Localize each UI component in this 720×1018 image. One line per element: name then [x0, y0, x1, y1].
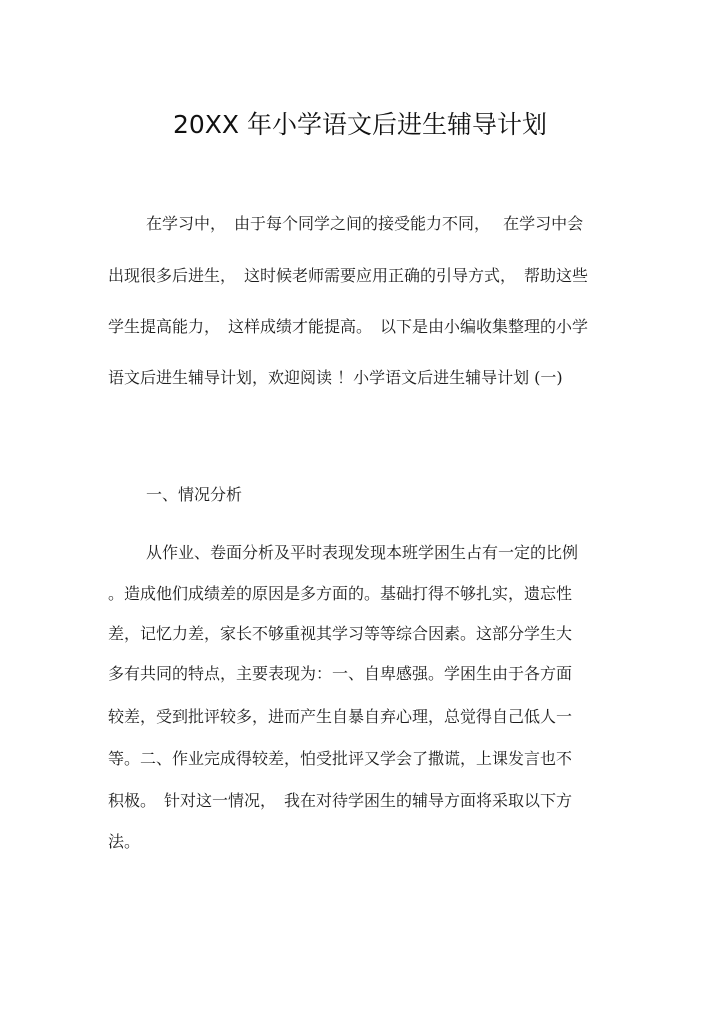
body-line: 。造成他们成绩差的原因是多方面的。基础打得不够扎实，遗忘性	[108, 584, 573, 603]
body-line: 法。	[108, 832, 141, 851]
body-line: 从作业、卷面分析及平时表现发现本班学困生占有一定的比例	[146, 543, 579, 562]
intro-line: 语文后进生辅导计划，欢迎阅读 ！小学语文后进生辅导计划 (一)	[108, 368, 563, 387]
body-line: 较差，受到批评较多，进而产生自暴自弃心理，总觉得自己低人一	[108, 707, 573, 726]
body-line: 多有共同的特点，主要表现为：一、自卑感强。学困生由于各方面	[108, 664, 573, 683]
section-heading: 一、情况分析	[146, 485, 243, 504]
body-line: 差，记忆力差，家长不够重视其学习等等综合因素。这部分学生大	[108, 624, 573, 643]
body-line: 积极。 针对这一情况， 我在对待学困生的辅导方面将采取以下方	[108, 791, 573, 810]
intro-line: 学生提高能力， 这样成绩才能提高。 以下是由小编收集整理的小学	[108, 317, 589, 336]
document-title: 20XX 年小学语文后进生辅导计划	[172, 110, 547, 139]
body-line: 等。二、作业完成得较差，怕受批评又学会了撒谎，上课发言也不	[108, 749, 573, 768]
intro-line: 出现很多后进生， 这时候老师需要应用正确的引导方式， 帮助这些	[108, 266, 589, 285]
intro-line: 在学习中， 由于每个同学之间的接受能力不同， 在学习中会	[146, 214, 584, 233]
